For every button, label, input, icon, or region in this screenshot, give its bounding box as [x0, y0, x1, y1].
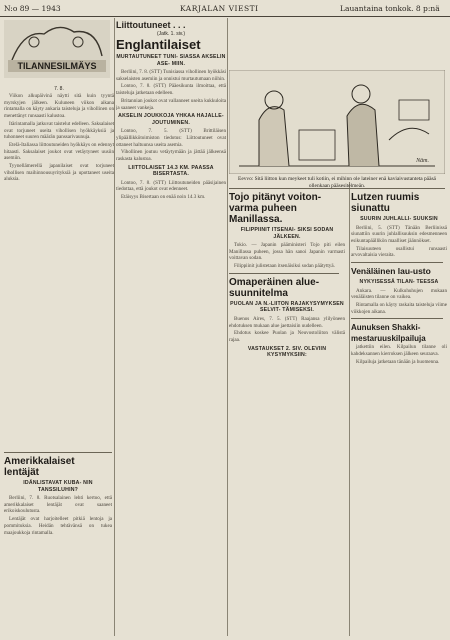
- paragraph: Kilpailuja jatketaan tänään ja huomenna.: [356, 358, 440, 365]
- paragraph: Rintamalla on käyty raskaita taisteluja viime viikkojen aikana.: [351, 301, 447, 315]
- divider: [351, 318, 443, 319]
- divider: [4, 452, 112, 453]
- situation-header-illustration: [4, 20, 110, 78]
- paper-title: KARJALAN VIESTI: [180, 4, 259, 13]
- masthead: [0, 0, 450, 17]
- paragraph: Berliini, 5. (STT) Tänään Berliinissä siunattiin suurin juhlallisuuksin edesmenneen esikuntapäällikön maalliset jäännökset.: [351, 224, 447, 244]
- paragraph: Ehdotus koskee Puolan ja Neuvostoliiton välistä rajaa.: [229, 330, 345, 343]
- dateline: 7. 8.: [54, 86, 64, 92]
- header-label-text: TILANNESILMÄYS: [17, 61, 97, 71]
- paragraph: Berliini, 7. 8. Ruotsalainen lehti kertoo, että amerikkalaiset lentäjät ovat saaneet erikoiskoulutusta.: [4, 495, 112, 515]
- paragraph: Lentäjät ovat harjoitelleet pitkiä lentoja ja pommituksia. Heidän tehtävänsä on tukea maajoukkoja rintamalla.: [4, 516, 112, 536]
- paragraph: Tilaisuuteen osallistui runsaasti arvovaltaisia vieraita.: [351, 245, 447, 259]
- column-rule: [114, 18, 115, 636]
- paragraph: Filippiinit julistetaan itsenäisiksi sodan päätyttyä.: [234, 263, 335, 270]
- section-subtitle: AKSELIN JOUKKOJA YHKAA HAJALLE- JOUTUMINEN.: [118, 113, 224, 126]
- paragraph: jatkettiin eilen. Kilpailun tilanne oli kahdeksannen kierroksen jälkeen seuraava.: [351, 344, 447, 358]
- article-title: Aunuksen Shakki- mestaruuskilpailuja: [351, 323, 426, 344]
- cartoon-signature: Näm.: [416, 158, 429, 164]
- column-rule: [227, 18, 228, 636]
- cartoon-illustration: [229, 70, 445, 174]
- article-subtitle: PUOLAN JA N.-LIITON RAJAKYSYMYKSEN SELVIT- TÄMISEKSI.: [230, 300, 344, 314]
- article-title: Tojo pitänyt voiton- varma puheen Manillassa.: [229, 192, 322, 225]
- paragraph: Viikon alkupäivinä näytti sitä kuin tyyntä myrskyjen jälkeen. Kuluneen viikon aikana rintamalla on käyty ankaria taisteluja ja vihollinen on menettänyt runsaasti kalustoa.: [4, 93, 114, 120]
- column-4: [351, 192, 447, 636]
- paragraph: Etelä-Italiassa liittoutuneiden hyökkäys on edennyt hitaasti. Saksalaiset joukot ovat vetäytyneet uusiin asemiin.: [4, 141, 114, 162]
- paragraph: Vihollinen joutuu vetäytymään ja jättää jälkeensä raskasta kalustoa.: [116, 149, 226, 163]
- paragraph: Lontoo, 7. 8. (STT) Liittoutuneiden pääsijainen tiedottaa, että joukot ovat edenneet.: [116, 179, 226, 193]
- paragraph: Tokio. — Japanin pääministeri Tojo piti eilen Manillassa puheen, jossa hän sanoi Japanin varmasti voittavan sodan.: [229, 242, 345, 262]
- section-subtitle: VASTAUKSET 2. SIV. OLEVIIN KYSYMYKSIIN:: [247, 345, 327, 359]
- divider: [229, 188, 445, 189]
- article-subtitle: FILIPPIINIT ITSENAI- SIKSI SODAN JÄLKEEN.: [240, 227, 334, 240]
- paragraph: Itärintamalla jatkuvat taistelut edelleen. Saksalaiset ovat torjuneet useita vihollisen hyökkäyksiä ja tuhonneet suuren määrän panssarivaunuja.: [4, 120, 114, 141]
- paragraph: Etäisyys Bisertaan on enää noin 14.3 km.: [121, 194, 206, 201]
- cartoon-caption: Eevvo: Sitä liitton kun meykeet tuli kotiin, ei mihinn ole lateiner enä kaviaivustanteta pääsä ollenkaan pääsesitelmeän.: [238, 176, 436, 189]
- article-subtitle: IDÄNLISTAVAT KUBA- NIN TANSSILUHIN?: [23, 480, 93, 493]
- paragraph: Buenos Aires, 7. 5. (STT) Raajansa ylilyöneen ehdotuksen mukaan alue jaettaisiin uudelleen.: [229, 315, 345, 329]
- paragraph: Tyynellämerellä japanilaiset ovat torjuneet vihollisen maihinnousuyrityksiä ja upottaneet useita aluksia.: [4, 163, 114, 183]
- column-rule: [349, 182, 350, 636]
- paragraph: Lontoo, 7. 5. (STT) Brittiläisen ylipäällikkötoimiston tiedotus: Liittoutuneet ovat ottaneet haltuunsa useita asemia.: [116, 128, 226, 148]
- divider: [229, 273, 339, 274]
- continued-note: (Jatk. 1. siv.): [157, 31, 185, 37]
- article-title: Venäläinen lau-usto: [351, 266, 431, 277]
- article-title: Omaperäinen alue- suunnitelma: [229, 276, 320, 299]
- divider: [351, 262, 443, 263]
- article-subtitle: SUURIN JUHLALLI- SUUKSIN: [360, 216, 438, 222]
- issue-number: N:o 89 — 1943: [4, 4, 61, 13]
- column-2: [116, 20, 226, 636]
- continued-title: Liittoutuneet . . .: [116, 20, 186, 30]
- paragraph: Berliini, 7. 8. (STT) Tunisiassa vihollinen hyökkäsi sakselaisten asemiin ja onnistui murtautumaan niihin.: [116, 69, 226, 82]
- article-title: Amerikkalaiset lentäjät: [4, 456, 75, 478]
- section-subtitle: LIITTOLAISET 14.3 KM. PAASSA BISERTASTA.: [128, 164, 214, 178]
- article-amerikkalaiset: [4, 456, 112, 636]
- column-3: [229, 192, 345, 636]
- paragraph: Lontoo, 7. 8. (STT) Pääesikunta ilmoittaa, että taisteluja jatketaan edelleen.: [116, 83, 226, 97]
- article-subtitle: NYKYISESSÄ TILAN- TEESSA: [359, 279, 439, 286]
- situation-body: [4, 93, 114, 183]
- article-title: Lutzen ruumis siunattu: [351, 192, 420, 214]
- issue-date: Lauantaina tonkok. 8 p:nä: [340, 4, 440, 13]
- paragraph: Britannian joukot ovat vallanneet useita kukkuloita ja saaneet vankeja.: [116, 97, 226, 111]
- paragraph: Ankara. — Kulkuhuhujen mukaan venäläisten tilanne on vaikea.: [351, 287, 447, 301]
- article-subtitle: MURTAUTUNEET TUNI- SIASSA AKSELIN ASE- MIIN.: [116, 54, 226, 67]
- article-title: Englantilaiset: [116, 37, 201, 52]
